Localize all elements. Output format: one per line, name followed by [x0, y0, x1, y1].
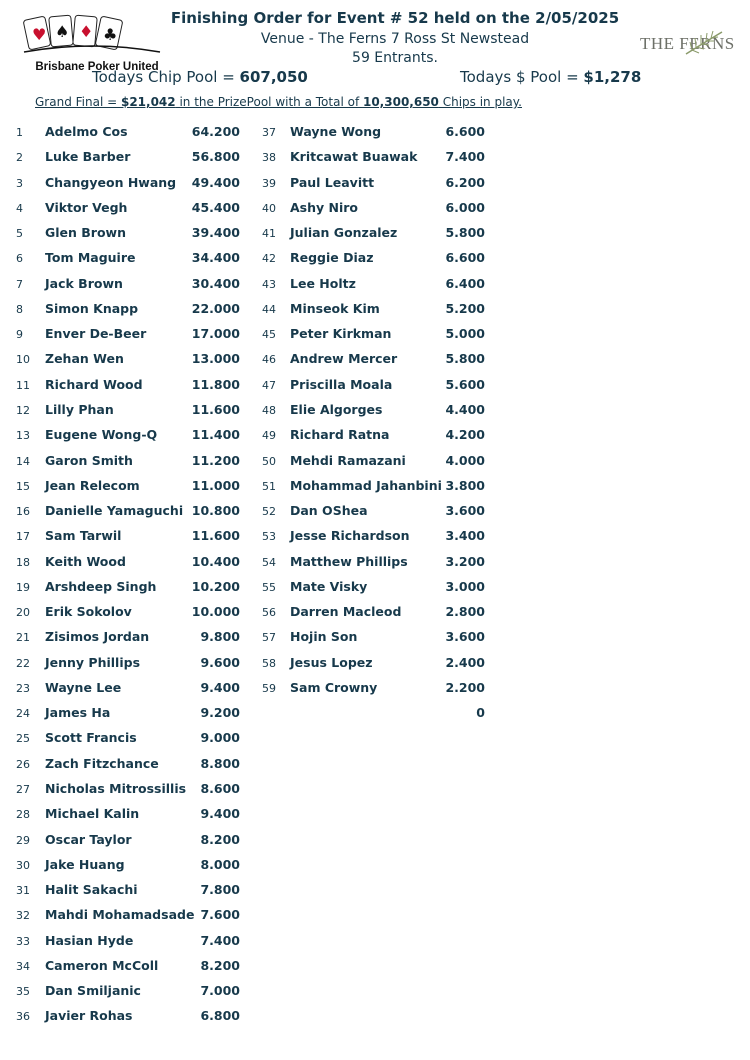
venue-line: Venue - The Ferns 7 Ross St Newstead: [260, 31, 530, 47]
finish-position: 19: [16, 580, 30, 594]
player-name: Kritcawat Buawak: [290, 149, 418, 165]
chip-count: 39.400: [191, 225, 240, 241]
player-name: Sam Crowny: [290, 679, 378, 695]
finish-position: 46: [262, 353, 276, 367]
player-name: Erik Sokolov: [45, 604, 132, 620]
page-title: Finishing Order for Event # 52 held on the 2/05/2025: [170, 9, 620, 27]
chip-count: 11.200: [191, 452, 240, 468]
finish-position: 39: [262, 176, 276, 190]
chip-count: 49.400: [191, 174, 240, 190]
grand-final-prefix: Grand Final =: [35, 95, 121, 109]
chip-count: 5.800: [445, 225, 485, 241]
fern-leaf-icon: [684, 28, 724, 58]
finish-position: 26: [16, 757, 30, 771]
player-name: Richard Ratna: [290, 427, 390, 443]
player-name: Mate Visky: [290, 578, 368, 594]
finish-position: 18: [16, 555, 30, 569]
chip-count: 45.400: [191, 199, 240, 215]
playing-card-suits-icon: [18, 10, 166, 62]
player-name: Matthew Phillips: [290, 553, 408, 569]
finish-position: 20: [16, 606, 30, 620]
chip-count: 7.000: [200, 983, 240, 999]
chip-count: 8.200: [200, 831, 240, 847]
chip-count: 7.400: [445, 149, 485, 165]
chip-count: 8.800: [200, 755, 240, 771]
finish-position: 41: [262, 227, 276, 241]
player-name: Nicholas Mitrossillis: [45, 781, 187, 797]
player-name: Richard Wood: [45, 376, 143, 392]
chip-count: 10.800: [191, 503, 240, 519]
finish-position: 7: [16, 277, 23, 291]
player-name: Jack Brown: [45, 275, 123, 291]
finish-position: 13: [16, 429, 30, 443]
player-name: Viktor Vegh: [45, 199, 128, 215]
player-name: Cameron McColl: [45, 957, 159, 973]
chip-count: 3.200: [445, 553, 485, 569]
chip-count: 13.000: [191, 351, 240, 367]
finish-position: 35: [16, 985, 30, 999]
chip-count: 4.400: [445, 401, 485, 417]
player-name: Darren Macleod: [290, 604, 402, 620]
finish-position: 31: [16, 884, 30, 898]
chip-count: 6.000: [445, 199, 485, 215]
player-name: Luke Barber: [45, 149, 131, 165]
finish-position: 11: [16, 378, 30, 392]
chip-count: 34.400: [191, 250, 240, 266]
finish-position: 50: [262, 454, 276, 468]
finish-position: 53: [262, 530, 276, 544]
finish-position: 3: [16, 176, 23, 190]
player-name: Keith Wood: [45, 553, 126, 569]
player-name: Hasian Hyde: [45, 932, 134, 948]
chip-count: 3.400: [445, 528, 485, 544]
finish-position: 28: [16, 808, 30, 822]
grand-final-line: [35, 95, 522, 109]
finish-position: 55: [262, 580, 276, 594]
finish-position: 57: [262, 631, 276, 645]
finish-position: 42: [262, 252, 276, 266]
player-name: Elie Algorges: [290, 401, 383, 417]
chip-count: 9.400: [200, 806, 240, 822]
player-name: Dan OShea: [290, 503, 368, 519]
chip-count: 9.400: [200, 679, 240, 695]
player-name: Hojin Son: [290, 629, 358, 645]
chip-count: 8.600: [200, 781, 240, 797]
player-name: Mehdi Ramazani: [290, 452, 406, 468]
finish-position: 27: [16, 783, 30, 797]
player-name: Wayne Lee: [45, 679, 122, 695]
finish-position: 5: [16, 227, 23, 241]
cash-pool-value: $1,278: [583, 68, 642, 86]
player-name: Wayne Wong: [290, 124, 382, 139]
player-name: Paul Leavitt: [290, 174, 375, 190]
chip-count: 17.000: [191, 326, 240, 342]
player-name: Andrew Mercer: [290, 351, 398, 367]
chip-count: 5.600: [445, 376, 485, 392]
finish-position: 33: [16, 934, 30, 948]
player-name: Arshdeep Singh: [45, 578, 157, 594]
player-name: Minseok Kim: [290, 300, 380, 316]
player-name: Jake Huang: [45, 856, 125, 872]
finish-position: 36: [16, 1010, 30, 1024]
chip-count: 5.000: [445, 326, 485, 342]
finish-position: 49: [262, 429, 276, 443]
player-name: James Ha: [45, 705, 111, 721]
grand-final-mid: in the PrizePool with a Total of: [175, 95, 363, 109]
entrants-count: 59 Entrants.: [352, 50, 438, 66]
player-name: Tom Maguire: [45, 250, 136, 266]
player-name: Glen Brown: [45, 225, 126, 241]
chip-count: 6.600: [445, 124, 485, 139]
finish-position: 56: [262, 606, 276, 620]
player-name: Reggie Diaz: [290, 250, 374, 266]
chip-count: 56.800: [191, 149, 240, 165]
chip-count: 3.800: [445, 477, 485, 493]
finish-position: 48: [262, 403, 276, 417]
player-name: Michael Kalin: [45, 806, 140, 822]
player-name: Garon Smith: [45, 452, 133, 468]
chip-count: 10.000: [191, 604, 240, 620]
finish-position: 2: [16, 151, 23, 165]
chip-count: 9.800: [200, 629, 240, 645]
grand-final-chips: 10,300,650: [362, 95, 439, 109]
chip-count: 8.000: [200, 856, 240, 872]
chip-count: 3.600: [445, 503, 485, 519]
finish-position: 54: [262, 555, 276, 569]
svg-text:♣: ♣: [103, 25, 118, 44]
chip-count: 9.200: [200, 705, 240, 721]
player-name: Changyeon Hwang: [45, 174, 177, 190]
chip-count: 6.600: [445, 250, 485, 266]
finish-position: 22: [16, 656, 30, 670]
player-name: Jesus Lopez: [290, 654, 373, 670]
chip-count: 30.400: [191, 275, 240, 291]
player-name: Dan Smiljanic: [45, 983, 141, 999]
finish-position: 47: [262, 378, 276, 392]
chip-count: 64.200: [191, 124, 240, 139]
chip-count: 4.000: [445, 452, 485, 468]
cash-pool: [460, 68, 641, 86]
player-name: Simon Knapp: [45, 300, 139, 316]
chip-count: 10.400: [191, 553, 240, 569]
finish-position: 52: [262, 505, 276, 519]
finish-position: 9: [16, 328, 23, 342]
finish-position: 32: [16, 909, 30, 923]
player-name: Mohammad Jahanbini: [290, 477, 442, 493]
player-name: Zehan Wen: [45, 351, 124, 367]
finish-position: 12: [16, 403, 30, 417]
player-name: Jesse Richardson: [290, 528, 410, 544]
chip-count: 6.400: [445, 275, 485, 291]
finish-position: 4: [16, 201, 23, 215]
finish-position: 24: [16, 707, 30, 721]
finish-position: 51: [262, 479, 276, 493]
player-name: Mahdi Mohamadsade: [45, 907, 195, 923]
player-name: Lilly Phan: [45, 401, 114, 417]
player-name: Scott Francis: [45, 730, 137, 746]
finish-position: 25: [16, 732, 30, 746]
chip-count: 4.200: [445, 427, 485, 443]
finish-position: 58: [262, 656, 276, 670]
player-name: Priscilla Moala: [290, 376, 393, 392]
finish-position: 1: [16, 126, 23, 139]
finish-position: 34: [16, 959, 30, 973]
finish-position: 8: [16, 302, 23, 316]
svg-text:♠: ♠: [55, 22, 70, 41]
svg-text:♥: ♥: [32, 25, 47, 44]
chip-count: 2.800: [445, 604, 485, 620]
chip-count: 11.400: [191, 427, 240, 443]
finish-position: 43: [262, 277, 276, 291]
player-name: Enver De-Beer: [45, 326, 147, 342]
chip-count: 8.200: [200, 957, 240, 973]
the-ferns-logo: [640, 28, 740, 60]
grand-final-suffix: Chips in play.: [438, 95, 522, 109]
chip-pool-value: 607,050: [239, 68, 308, 86]
finish-position: 21: [16, 631, 30, 645]
chip-pool: [92, 68, 308, 86]
chip-count: 11.600: [191, 401, 240, 417]
player-name: Halit Sakachi: [45, 882, 138, 898]
player-name: Jenny Phillips: [45, 654, 141, 670]
finish-position: 59: [262, 681, 276, 695]
brisbane-poker-united-logo: [18, 10, 166, 73]
chip-pool-label: Todays Chip Pool =: [92, 68, 240, 86]
svg-text:♦: ♦: [79, 22, 94, 41]
player-name: Danielle Yamaguchi: [45, 503, 184, 519]
finish-position: 44: [262, 302, 276, 316]
chip-count: 0: [476, 705, 485, 721]
player-name: Zach Fitzchance: [45, 755, 159, 771]
chip-count: 2.200: [445, 679, 485, 695]
finish-position: 10: [16, 353, 30, 367]
chip-count: 11.600: [191, 528, 240, 544]
player-name: Julian Gonzalez: [290, 225, 398, 241]
finish-position: 40: [262, 201, 276, 215]
player-name: Adelmo Cos: [45, 124, 128, 139]
finish-position: 23: [16, 681, 30, 695]
finish-position: 38: [262, 151, 276, 165]
finish-position: 16: [16, 505, 30, 519]
player-name: Jean Relecom: [45, 477, 140, 493]
player-name: Sam Tarwil: [45, 528, 122, 544]
player-name: Eugene Wong-Q: [45, 427, 158, 443]
ferns-logo-text: THE FERNS: [640, 34, 735, 53]
chip-count: 5.200: [445, 300, 485, 316]
cash-pool-label: Todays $ Pool =: [460, 68, 584, 86]
player-name: Oscar Taylor: [45, 831, 132, 847]
chip-count: 7.600: [200, 907, 240, 923]
chip-count: 3.600: [445, 629, 485, 645]
grand-final-prize: $21,042: [120, 95, 176, 109]
chip-count: 10.200: [191, 578, 240, 594]
player-name: Javier Rohas: [45, 1008, 133, 1024]
chip-count: 7.800: [200, 882, 240, 898]
player-name: Zisimos Jordan: [45, 629, 150, 645]
chip-count: 11.000: [191, 477, 240, 493]
finish-position: 17: [16, 530, 30, 544]
chip-count: 9.600: [200, 654, 240, 670]
chip-count: 6.200: [445, 174, 485, 190]
finish-position: 30: [16, 858, 30, 872]
finish-position: 29: [16, 833, 30, 847]
chip-count: 5.800: [445, 351, 485, 367]
finish-position: 37: [262, 126, 276, 139]
player-name: Peter Kirkman: [290, 326, 392, 342]
chip-count: 3.000: [445, 578, 485, 594]
chip-count: 22.000: [191, 300, 240, 316]
player-name: Ashy Niro: [290, 199, 359, 215]
chip-count: 2.400: [445, 654, 485, 670]
finish-position: 45: [262, 328, 276, 342]
chip-count: 11.800: [191, 376, 240, 392]
finish-position: 15: [16, 479, 30, 493]
chip-count: 9.000: [200, 730, 240, 746]
finish-position: 6: [16, 252, 23, 266]
logo-text: Brisbane Poker United: [35, 61, 159, 73]
finish-position: 14: [16, 454, 30, 468]
chip-count: 7.400: [200, 932, 240, 948]
chip-count: 6.800: [200, 1008, 240, 1024]
player-name: Lee Holtz: [290, 275, 356, 291]
